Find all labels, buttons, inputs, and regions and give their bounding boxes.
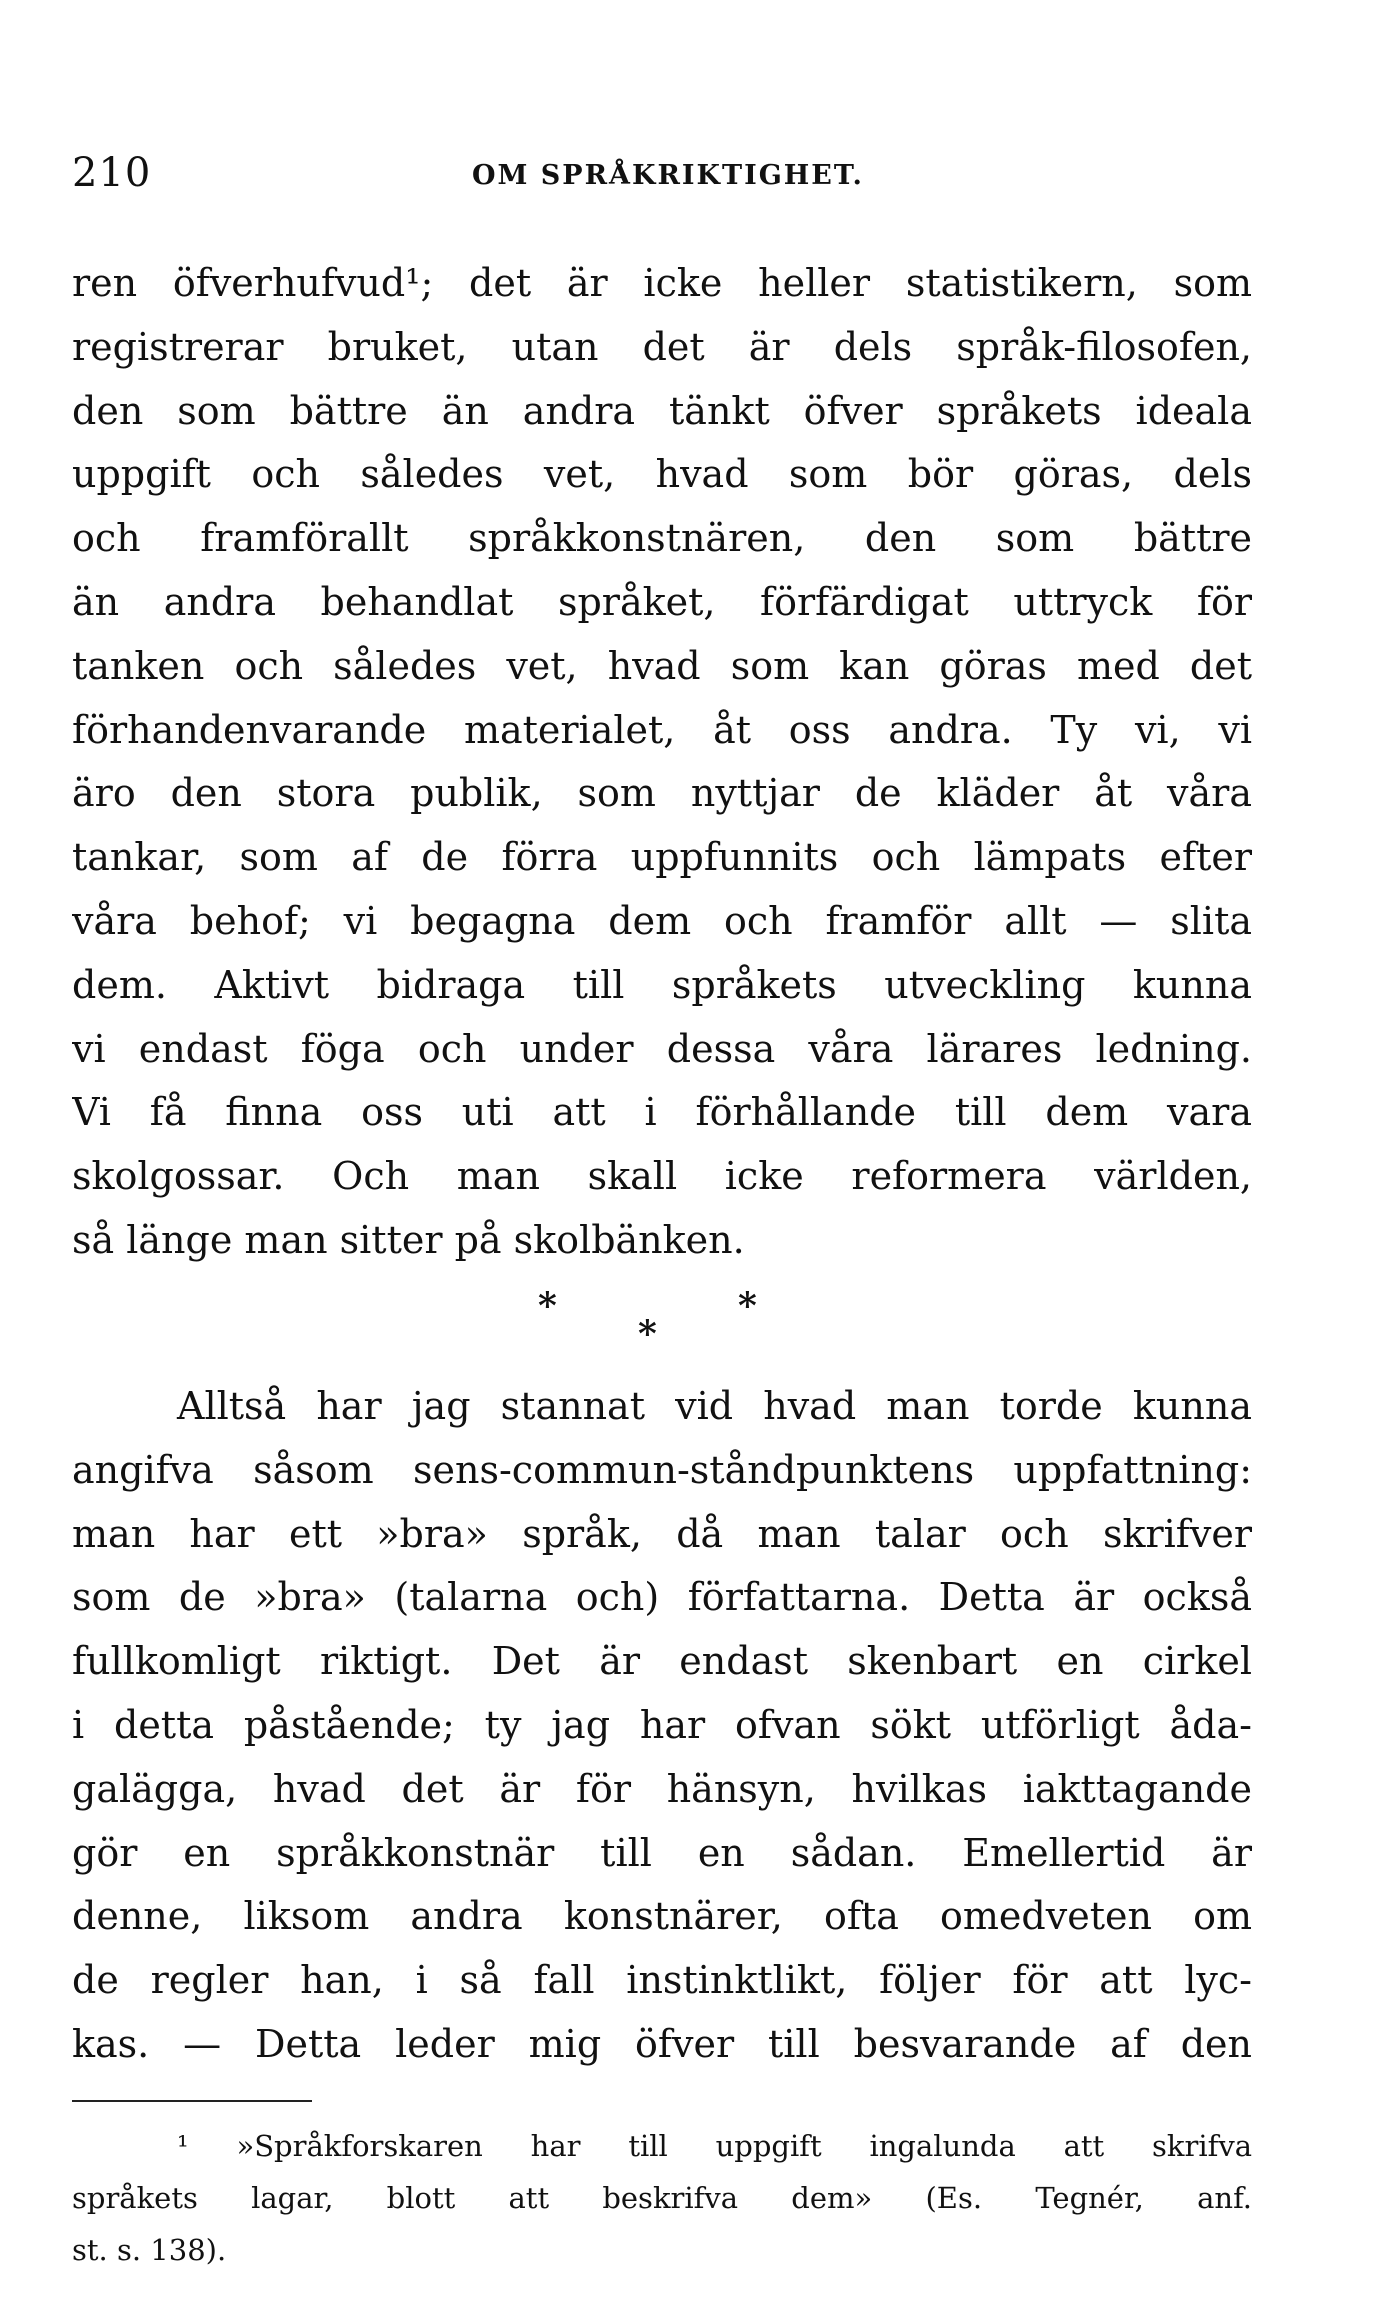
text-line: uppgift och således vet, hvad som bör göras, dels xyxy=(72,452,1252,497)
running-head: OM SPRÅKRIKTIGHET. xyxy=(472,160,864,191)
asterisk: * xyxy=(538,1285,557,1327)
text-line: äro den stora publik, som nyttjar de kläder åt våra xyxy=(72,771,1252,816)
footnote-rule xyxy=(72,2100,312,2102)
text-line: galägga, hvad det är för hänsyn, hvilkas iakttagande xyxy=(72,1766,1252,1811)
text-line: registrerar bruket, utan det är dels språk-filosofen, xyxy=(72,324,1252,369)
text-line: dem. Aktivt bidraga till språkets utveckling kunna xyxy=(72,962,1252,1007)
paragraph-2 xyxy=(72,1375,1252,2077)
text-line: kas. — Detta leder mig öfver till besvarande af den xyxy=(72,2021,1252,2066)
text-line: tankar, som af de förra uppfunnits och lämpats efter xyxy=(72,835,1252,880)
asterisk: * xyxy=(738,1285,757,1327)
text-line: våra behof; vi begagna dem och framför allt — slita xyxy=(72,898,1252,943)
text-line: den som bättre än andra tänkt öfver språkets ideala xyxy=(72,388,1252,433)
page-header xyxy=(72,150,1252,210)
text-line: och framförallt språkkonstnären, den som bättre xyxy=(72,516,1252,561)
text-line: gör en språkkonstnär till en sådan. Emellertid är xyxy=(72,1830,1252,1875)
asterisk: * xyxy=(638,1313,657,1355)
footnote xyxy=(72,2120,1252,2276)
text-line: Alltså har jag stannat vid hvad man torde kunna xyxy=(177,1384,1252,1428)
text-line: man har ett »bra» språk, då man talar och skrifver xyxy=(72,1511,1252,1556)
text-line: än andra behandlat språket, förfärdigat uttryck för xyxy=(72,579,1252,624)
section-break-asterism xyxy=(0,1285,1400,1355)
text-line: Vi få finna oss uti att i förhållande till dem vara xyxy=(72,1090,1252,1135)
text-line: tanken och således vet, hvad som kan göras med det xyxy=(72,643,1252,688)
footnote-line: st. s. 138). xyxy=(72,2233,227,2267)
text-line: ren öfverhufvud¹; det är icke heller statistikern, som xyxy=(72,261,1252,305)
text-line: som de »bra» (talarna och) författarna. Detta är också xyxy=(72,1575,1252,1620)
text-line: vi endast föga och under dessa våra lärares ledning. xyxy=(72,1026,1252,1071)
text-line: förhandenvarande materialet, åt oss andra. Ty vi, vi xyxy=(72,707,1252,752)
text-line: så länge man sitter på skolbänken. xyxy=(72,1217,745,1262)
footnote-line: ¹ »Språkforskaren har till uppgift ingalunda att skrifva xyxy=(177,2129,1252,2163)
text-line: skolgossar. Och man skall icke reformera världen, xyxy=(72,1154,1252,1199)
paragraph-1 xyxy=(72,252,1252,1273)
footnote-line: språkets lagar, blott att beskrifva dem» (Es. Tegnér, anf. xyxy=(72,2181,1252,2215)
text-line: fullkomligt riktigt. Det är endast skenbart en cirkel xyxy=(72,1639,1252,1684)
text-line: i detta påstående; ty jag har ofvan sökt utförligt åda- xyxy=(72,1702,1252,1747)
text-line: denne, liksom andra konstnärer, ofta omedveten om xyxy=(72,1894,1252,1939)
page-number: 210 xyxy=(72,150,152,196)
text-line: angifva såsom sens-commun-ståndpunktens uppfattning: xyxy=(72,1447,1252,1492)
text-line: de regler han, i så fall instinktlikt, följer för att lyc- xyxy=(72,1958,1252,2003)
